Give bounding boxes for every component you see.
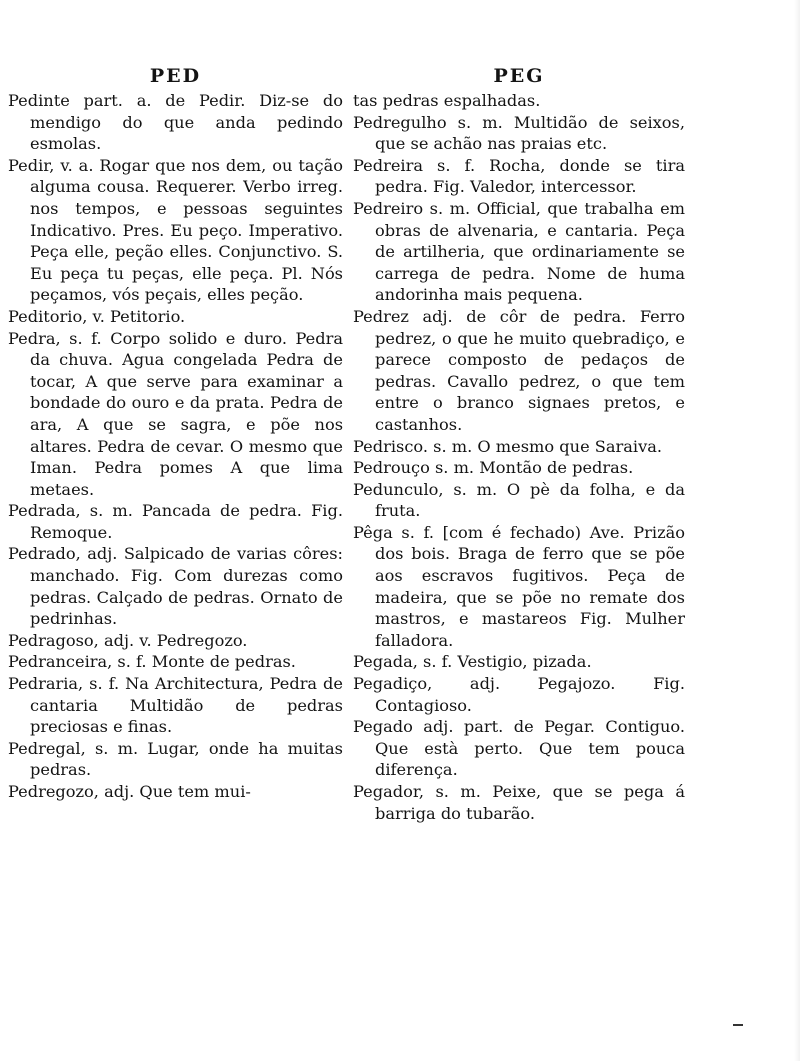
dictionary-entry: Pegada, s. f. Vestigio, pizada. xyxy=(353,652,592,672)
dictionary-entry: Pedunculo, s. m. O pè da folha, e da fruta. xyxy=(353,479,685,521)
dictionary-entry: Pegado adj. part. de Pegar. Contiguo. Que està perto. Que tem pouca diferença. xyxy=(353,717,685,780)
dictionary-entry: Pedra, s. f. Corpo solido e duro. Pedra da chuva. Agua congelada Pedra de tocar, A que serve para examinar a bondade do ouro e da prata. Pedra de ara, A que se sagra, e põe nos altares. Pedra de cevar. O mesmo que Iman. Pedra pomes A que lima metaes. xyxy=(8,328,343,499)
dictionary-entry: Pedraria, s. f. Na Architectura, Pedra de cantaria Multidão de pedras preciosas e finas. xyxy=(8,674,343,737)
dictionary-entry: Pedrez adj. de côr de pedra. Ferro pedrez, o que he muito quebradiço, e parece composto de pedaços de pedras. Cavallo pedrez, o que tem entre o branco signaes pretos, e castanhos. xyxy=(353,306,685,434)
dictionary-entry: Pedir, v. a. Rogar que nos dem, ou tação alguma cousa. Requerer. Verbo irreg. nos tempos, e pessoas seguintes Indicativo. Pres. Eu peço. Imperativo. Peça elle, peção elles. Conjunctivo. S. Eu peça tu peças, elle peça. Pl. Nós peçamos, vós peçais, elles peção. xyxy=(8,155,343,305)
dictionary-entry: Pedrada, s. m. Pancada de pedra. Fig. Remoque. xyxy=(8,501,343,542)
page-mark xyxy=(733,1024,743,1026)
dictionary-entry: Pêga s. f. [com é fechado) Ave. Prizão dos bois. Braga de ferro que se põe aos escravos fugitivos. Peça de madeira, que se põe no remate dos mastros, e mastareos Fig. Mulher falladora. xyxy=(353,522,685,650)
dictionary-entry: Pedreiro s. m. Official, que trabalha em obras de alvenaria, e cantaria. Peça de artilheria, que ordinariamente se carrega de pedra. Nome de huma andorinha mais pequena. xyxy=(353,198,685,305)
dictionary-entry: Pedragoso, adj. v. Pedregozo. xyxy=(8,630,248,650)
dictionary-entry: Pedrouço s. m. Montão de pedras. xyxy=(353,458,634,478)
right-running-header: PEG xyxy=(493,65,545,87)
page-edge-shadow xyxy=(794,0,800,1061)
dictionary-entry: tas pedras espalhadas. xyxy=(353,91,541,110)
dictionary-entry: Peditorio, v. Petitorio. xyxy=(8,306,186,326)
left-column xyxy=(8,62,343,803)
dictionary-entry: Pedranceira, s. f. Monte de pedras. xyxy=(8,652,296,672)
right-entries xyxy=(353,90,685,824)
right-column xyxy=(353,62,685,824)
dictionary-entry: Pegadiço, adj. Pegajozo. Fig. Contagioso. xyxy=(353,674,685,715)
left-entries xyxy=(8,90,343,803)
left-running-header: PED xyxy=(149,65,202,87)
dictionary-entry: Pedreira s. f. Rocha, donde se tira pedra. Fig. Valedor, intercessor. xyxy=(353,155,685,197)
dictionary-entry: Pedregal, s. m. Lugar, onde ha muitas pedras. xyxy=(8,738,343,780)
dictionary-entry: Pedregulho s. m. Multidão de seixos, que se achão nas praias etc. xyxy=(353,112,685,154)
dictionary-entry: Pedrisco. s. m. O mesmo que Saraiva. xyxy=(353,436,663,456)
dictionary-entry: Pedregozo, adj. Que tem mui- xyxy=(8,782,251,801)
dictionary-entry: Pedrado, adj. Salpicado de varias côres: manchado. Fig. Com durezas como pedras. Calçado de pedras. Ornato de pedrinhas. xyxy=(8,544,343,629)
dictionary-entry: Pedinte part. a. de Pedir. Diz-se do mendigo do que anda pedindo esmolas. xyxy=(8,91,343,154)
dictionary-entry: Pegador, s. m. Peixe, que se pega á barriga do tubarão. xyxy=(353,782,685,823)
